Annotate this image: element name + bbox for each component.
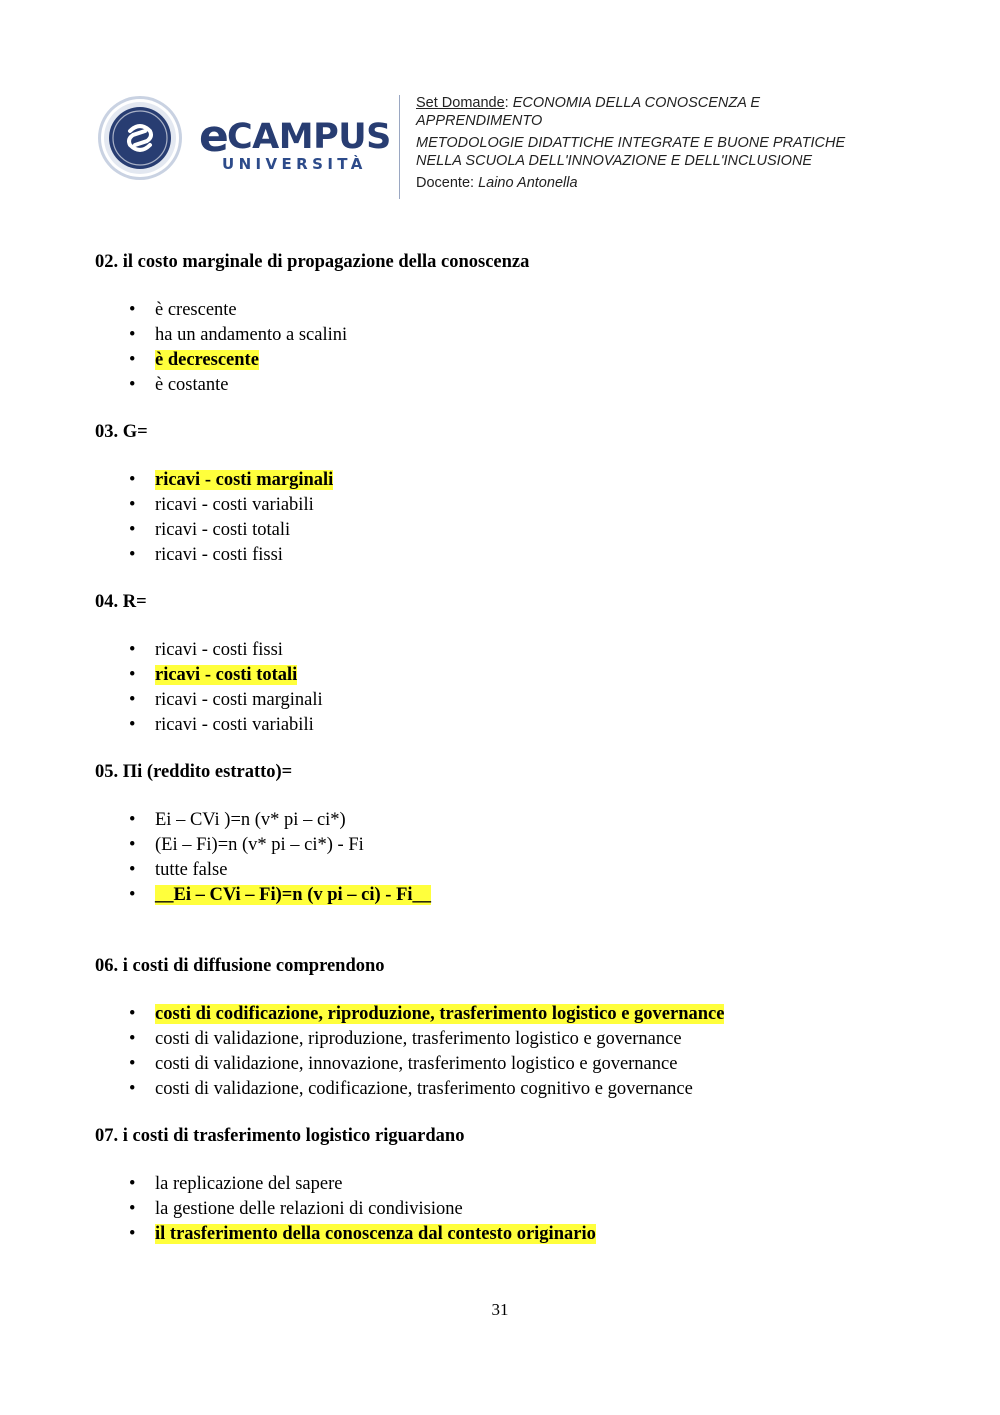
question-list [95, 250, 955, 1247]
bullet-icon: • [129, 1054, 136, 1074]
header-info [416, 94, 976, 192]
question-07 [95, 1124, 955, 1247]
option-item-correct [95, 468, 955, 493]
option-list [95, 808, 955, 908]
question-title: 05. Πi (reddito estratto)= [95, 762, 293, 782]
option-item [95, 518, 955, 543]
bullet-icon: • [129, 640, 136, 660]
option-item-correct [95, 348, 955, 373]
set-label: Set Domande [416, 95, 505, 111]
option-text-correct: __Ei – CVi – Fi)=n (v pi – ci) - Fi__ [155, 885, 432, 905]
option-item [95, 808, 955, 833]
course-line-1 [416, 134, 976, 152]
page-number: 31 [491, 1300, 509, 1319]
course-title-1: METODOLOGIE DIDATTICHE INTEGRATE E BUONE PRATICHE [416, 135, 846, 151]
option-item [95, 1077, 955, 1102]
bullet-icon: • [129, 690, 136, 710]
option-text: la replicazione del sapere [155, 1174, 343, 1194]
option-item [95, 323, 955, 348]
question-title: 04. R= [95, 592, 147, 612]
option-item [95, 1027, 955, 1052]
option-list [95, 298, 955, 398]
option-list [95, 1002, 955, 1102]
option-text: la gestione delle relazioni di condivisione [155, 1199, 463, 1219]
bullet-icon: • [129, 545, 136, 565]
bullet-icon: • [129, 1199, 136, 1219]
option-item [95, 493, 955, 518]
ecampus-seal-logo [97, 95, 183, 181]
option-item [95, 1172, 955, 1197]
option-item [95, 833, 955, 858]
option-text-correct: è decrescente [155, 350, 259, 370]
docente-line: Docente: Laino Antonella [416, 175, 578, 191]
option-text: costi di validazione, codificazione, trasferimento cognitivo e governance [155, 1079, 693, 1099]
option-text: ricavi - costi marginali [155, 690, 323, 710]
set-title-2: APPRENDIMENTO [416, 113, 543, 129]
bullet-icon: • [129, 715, 136, 735]
option-text: ricavi - costi variabili [155, 495, 314, 515]
option-item-correct [95, 883, 955, 908]
bullet-icon: • [129, 350, 136, 370]
bullet-icon: • [129, 1079, 136, 1099]
option-item [95, 373, 955, 398]
option-text: è crescente [155, 300, 237, 320]
bullet-icon: • [129, 835, 136, 855]
question-02 [95, 250, 955, 398]
option-text: ha un andamento a scalini [155, 325, 348, 345]
question-title: 03. G= [95, 422, 148, 442]
option-text: ricavi - costi variabili [155, 715, 314, 735]
course-title-2: NELLA SCUOLA DELL'INNOVAZIONE E DELL'INCLUSIONE [416, 153, 813, 169]
brand-sub: UNIVERSITÀ [222, 155, 367, 173]
bullet-icon: • [129, 325, 136, 345]
option-text-correct: costi di codificazione, riproduzione, trasferimento logistico e governance [155, 1004, 725, 1024]
question-03 [95, 420, 955, 568]
option-text: (Ei – Fi)=n (v* pi – ci*) - Fi [155, 835, 364, 855]
bullet-icon: • [129, 1029, 136, 1049]
question-title: 06. i costi di diffusione comprendono [95, 956, 385, 976]
option-item-correct [95, 1002, 955, 1027]
option-list [95, 468, 955, 568]
option-text: costi di validazione, riproduzione, trasferimento logistico e governance [155, 1029, 682, 1049]
option-list [95, 638, 955, 738]
header-divider [399, 95, 400, 199]
bullet-icon: • [129, 1224, 136, 1244]
bullet-icon: • [129, 1174, 136, 1194]
bullet-icon: • [129, 810, 136, 830]
question-title: 07. i costi di trasferimento logistico riguardano [95, 1126, 465, 1146]
option-text: è costante [155, 375, 229, 395]
option-item [95, 688, 955, 713]
docente-name: Laino Antonella [478, 175, 578, 191]
course-line-2 [416, 152, 976, 170]
brand-e: e [199, 111, 229, 162]
set-line-2 [416, 112, 976, 130]
option-text-correct: ricavi - costi marginali [155, 470, 334, 490]
option-item [95, 858, 955, 883]
docente-label: Docente [416, 175, 471, 191]
option-text: Ei – CVi )=n (v* pi – ci*) [155, 810, 346, 830]
bullet-icon: • [129, 885, 136, 905]
option-item-correct [95, 1222, 955, 1247]
bullet-icon: • [129, 470, 136, 490]
option-item [95, 543, 955, 568]
option-text: tutte false [155, 860, 228, 880]
option-item-correct [95, 663, 955, 688]
option-text-correct: il trasferimento della conoscenza dal contesto originario [155, 1224, 596, 1244]
bullet-icon: • [129, 520, 136, 540]
option-text: ricavi - costi totali [155, 520, 291, 540]
bullet-icon: • [129, 665, 136, 685]
question-04 [95, 590, 955, 738]
option-item [95, 298, 955, 323]
option-item [95, 1197, 955, 1222]
option-text: costi di validazione, innovazione, trasferimento logistico e governance [155, 1054, 678, 1074]
option-item [95, 713, 955, 738]
option-text: ricavi - costi fissi [155, 640, 283, 660]
bullet-icon: • [129, 860, 136, 880]
question-05 [95, 760, 955, 908]
bullet-icon: • [129, 375, 136, 395]
option-text: ricavi - costi fissi [155, 545, 283, 565]
brand-main: CAMPUS [227, 117, 391, 157]
bullet-icon: • [129, 300, 136, 320]
set-line: Set Domande: ECONOMIA DELLA CONOSCENZA E [416, 95, 761, 111]
bullet-icon: • [129, 1004, 136, 1024]
question-title: 02. il costo marginale di propagazione della conoscenza [95, 252, 530, 272]
bullet-icon: • [129, 495, 136, 515]
set-title-1: ECONOMIA DELLA CONOSCENZA E [512, 95, 761, 111]
option-list [95, 1172, 955, 1247]
option-item [95, 638, 955, 663]
option-text-correct: ricavi - costi totali [155, 665, 298, 685]
question-06 [95, 954, 955, 1102]
option-item [95, 1052, 955, 1077]
